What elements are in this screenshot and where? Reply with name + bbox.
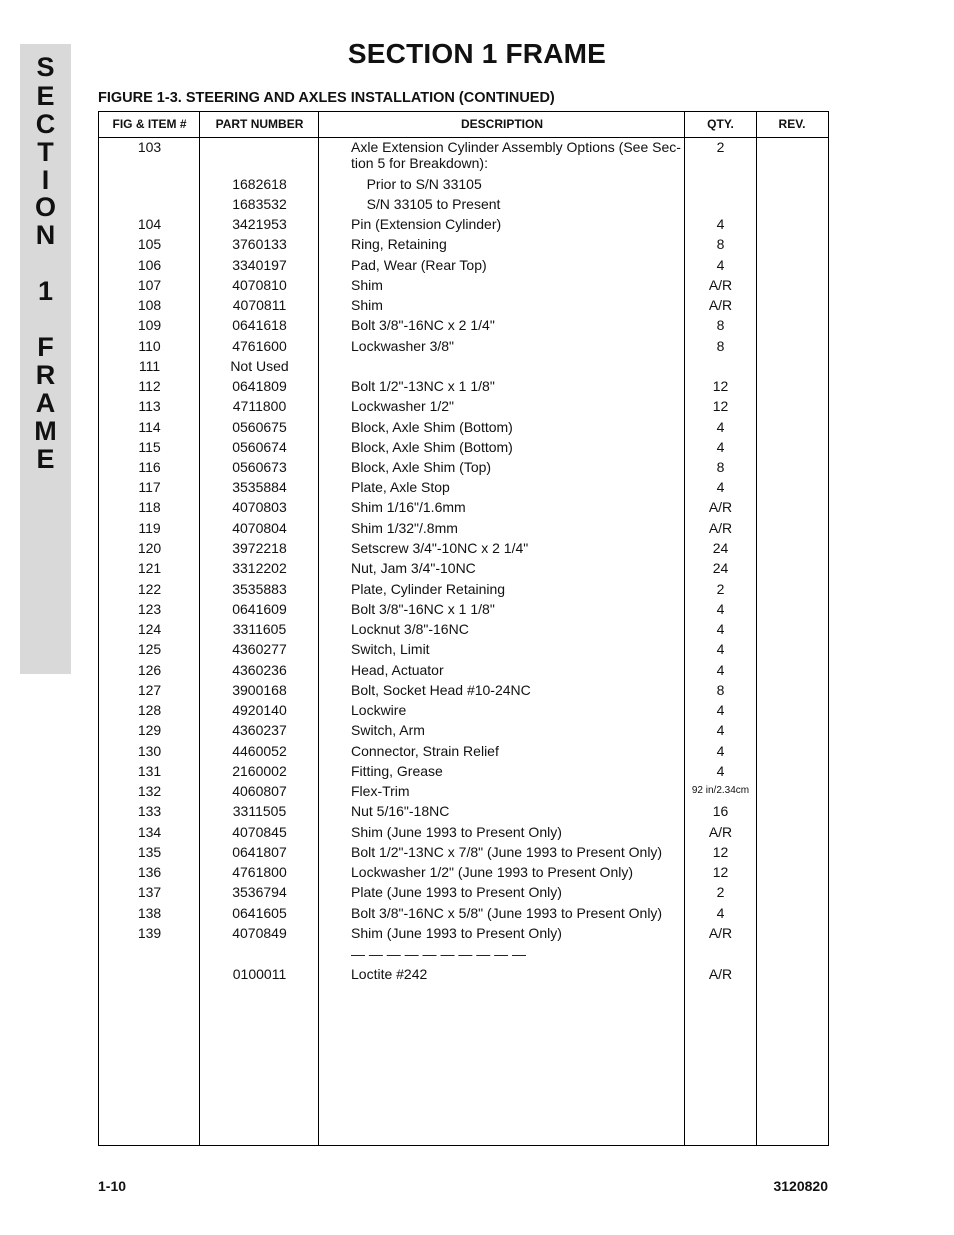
description: Block, Axle Shim (Top) (351, 459, 492, 475)
quantity: A/R (708, 824, 733, 840)
description: Fitting, Grease (351, 763, 443, 779)
part-number: 3311505 (232, 803, 287, 819)
side-tab-letter: M (34, 416, 57, 446)
description: Shim (351, 277, 383, 293)
side-tab-letter: R (35, 360, 56, 390)
page-title: SECTION 1 FRAME (347, 38, 607, 69)
side-tab-letter: T (37, 137, 54, 167)
item-number: 116 (138, 459, 161, 475)
item-number: 115 (138, 439, 161, 455)
description: Bolt 3/8"-16NC x 5/8" (June 1993 to Present Only) (351, 905, 663, 921)
part-number: Not Used (230, 358, 289, 374)
quantity: A/R (708, 277, 733, 293)
item-number: 114 (138, 419, 161, 435)
quantity: 4 (716, 722, 725, 738)
description: Locknut 3/8"-16NC (351, 621, 469, 637)
quantity: 4 (716, 763, 725, 779)
part-number: 4360237 (232, 722, 287, 738)
part-number: 3312202 (232, 560, 287, 576)
description: Ring, Retaining (351, 236, 447, 252)
quantity: 16 (712, 803, 729, 819)
quantity: 8 (716, 338, 725, 354)
description: Pin (Extension Cylinder) (351, 216, 502, 232)
item-number: 106 (137, 257, 162, 273)
item-number: 121 (137, 560, 162, 576)
part-number: 4711800 (232, 398, 287, 414)
item-number: 128 (137, 702, 162, 718)
quantity: 8 (716, 682, 725, 698)
side-tab-letter: F (37, 332, 54, 362)
description: Nut 5/16"-18NC (351, 803, 450, 819)
item-number: 136 (137, 864, 162, 880)
side-tab-letter: 1 (37, 276, 54, 306)
side-tab-letter: E (36, 81, 55, 111)
part-number: 4920140 (232, 702, 287, 718)
part-number: 4460052 (232, 743, 287, 759)
description: Block, Axle Shim (Bottom) (351, 419, 513, 435)
quantity: A/R (708, 966, 733, 982)
item-number: 134 (137, 824, 162, 840)
side-tab-letter: C (35, 109, 56, 139)
side-tab-letter: S (36, 52, 55, 82)
part-number: 3536794 (232, 884, 287, 900)
part-number: 1683532 (232, 196, 287, 212)
description: Plate (June 1993 to Present Only) (351, 884, 562, 900)
part-number: 4070804 (232, 520, 287, 536)
description: S/N 33105 to Present (351, 196, 501, 212)
part-number: 3760133 (232, 236, 287, 252)
description: Bolt 1/2"-13NC x 1 1/8" (351, 378, 495, 394)
description: Lockwasher 1/2" (351, 398, 455, 414)
part-number: 4360236 (232, 662, 287, 678)
quantity: 4 (716, 641, 725, 657)
item-number: 113 (138, 398, 161, 414)
part-number: 4070845 (232, 824, 287, 840)
item-number: 120 (137, 540, 162, 556)
item-number: 135 (137, 844, 162, 860)
item-number: 126 (137, 662, 162, 678)
quantity: A/R (708, 520, 733, 536)
item-number: 111 (138, 358, 161, 374)
item-number: 138 (137, 905, 162, 921)
part-number: 4070811 (232, 297, 287, 313)
description: Switch, Arm (351, 722, 425, 738)
item-number: 124 (137, 621, 162, 637)
quantity: 4 (716, 905, 725, 921)
description: Bolt, Socket Head #10-24NC (351, 682, 531, 698)
item-number: 137 (137, 884, 162, 900)
document-number: 3120820 (773, 1178, 828, 1194)
quantity: 12 (712, 844, 729, 860)
part-number: 4360277 (232, 641, 287, 657)
quantity: 4 (716, 702, 725, 718)
description: Pad, Wear (Rear Top) (351, 257, 487, 273)
column-divider (756, 112, 757, 1145)
description: Nut, Jam 3/4"-10NC (351, 560, 476, 576)
table-header (99, 112, 828, 138)
quantity: 4 (716, 662, 725, 678)
quantity: 4 (716, 439, 725, 455)
description: Bolt 3/8"-16NC x 1 1/8" (351, 601, 495, 617)
quantity: 24 (712, 540, 729, 556)
part-number: 3311605 (232, 621, 287, 637)
description: Bolt 1/2"-13NC x 7/8" (June 1993 to Present Only) (351, 844, 663, 860)
header-part-number: PART NUMBER (215, 117, 304, 131)
item-number: 103 (137, 139, 162, 155)
item-number: 105 (137, 236, 162, 252)
page-number: 1-10 (98, 1178, 127, 1194)
figure-caption: FIGURE 1-3. STEERING AND AXLES INSTALLATION (CONTINUED) (98, 90, 555, 106)
item-number: 104 (137, 216, 162, 232)
description: Shim (351, 297, 383, 313)
description: Loctite #242 (351, 966, 428, 982)
quantity: 4 (716, 257, 725, 273)
parts-table (98, 111, 829, 1146)
quantity: 12 (712, 398, 729, 414)
item-number: 109 (137, 317, 162, 333)
description: — — — — — — — — — — (351, 946, 527, 962)
quantity: A/R (708, 499, 733, 515)
part-number: 2160002 (232, 763, 287, 779)
section-side-tab (20, 44, 71, 674)
part-number: 4060807 (232, 783, 287, 799)
quantity: 8 (716, 236, 725, 252)
part-number: 0560673 (232, 459, 287, 475)
part-number: 0641609 (232, 601, 287, 617)
quantity: 4 (716, 601, 725, 617)
quantity: 4 (716, 621, 725, 637)
description: Lockwasher 3/8" (351, 338, 455, 354)
item-number: 108 (137, 297, 162, 313)
item-number: 123 (137, 601, 162, 617)
item-number: 118 (138, 499, 161, 515)
description: Head, Actuator (351, 662, 444, 678)
description: Plate, Cylinder Retaining (351, 581, 506, 597)
part-number: 4070803 (232, 499, 287, 515)
header-qty: QTY. (707, 117, 734, 131)
description: Flex-Trim (351, 783, 410, 799)
part-number: 3972218 (232, 540, 287, 556)
part-number: 0560675 (232, 419, 287, 435)
description: Lockwire (351, 702, 407, 718)
part-number: 1682618 (232, 176, 287, 192)
quantity: 4 (716, 419, 725, 435)
description: Plate, Axle Stop (351, 479, 450, 495)
description: Connector, Strain Relief (351, 743, 499, 759)
quantity: 4 (716, 216, 725, 232)
part-number: 4070849 (232, 925, 287, 941)
part-number: 0641809 (232, 378, 287, 394)
header-item: FIG & ITEM # (112, 117, 187, 131)
quantity: 4 (716, 743, 725, 759)
part-number: 3535883 (232, 581, 287, 597)
part-number: 0641618 (232, 317, 287, 333)
description: Setscrew 3/4"-10NC x 2 1/4" (351, 540, 529, 556)
quantity: 2 (716, 139, 725, 155)
description: Switch, Limit (351, 641, 430, 657)
side-tab-letter: O (34, 192, 56, 222)
quantity: 2 (716, 884, 725, 900)
description: Shim 1/16"/1.6mm (351, 499, 466, 515)
quantity: A/R (708, 925, 733, 941)
part-number: 3421953 (232, 216, 287, 232)
item-number: 110 (138, 338, 161, 354)
quantity: 24 (712, 560, 729, 576)
item-number: 117 (138, 479, 161, 495)
part-number: 3535884 (232, 479, 287, 495)
description: Shim (June 1993 to Present Only) (351, 925, 562, 941)
item-number: 133 (137, 803, 162, 819)
quantity: 92 in/2.34cm (691, 785, 750, 796)
item-number: 139 (137, 925, 162, 941)
quantity: 8 (716, 317, 725, 333)
part-number: 4070810 (232, 277, 287, 293)
description: Axle Extension Cylinder Assembly Options (See Sec- tion 5 for Breakdown): (351, 139, 681, 171)
description: Shim 1/32"/.8mm (351, 520, 458, 536)
item-number: 122 (137, 581, 162, 597)
part-number: 0100011 (232, 966, 287, 982)
description: Shim (June 1993 to Present Only) (351, 824, 562, 840)
item-number: 125 (137, 641, 162, 657)
item-number: 131 (137, 763, 162, 779)
part-number: 0560674 (232, 439, 287, 455)
side-tab-letter: E (36, 444, 55, 474)
part-number: 0641807 (232, 844, 287, 860)
item-number: 112 (138, 378, 161, 394)
quantity: 2 (716, 581, 725, 597)
quantity: 12 (712, 378, 729, 394)
quantity: 8 (716, 459, 725, 475)
part-number: 4761800 (232, 864, 287, 880)
item-number: 129 (137, 722, 162, 738)
quantity: 12 (712, 864, 729, 880)
side-tab-letter: I (41, 165, 50, 195)
description: Prior to S/N 33105 (351, 176, 482, 192)
description: Bolt 3/8"-16NC x 2 1/4" (351, 317, 495, 333)
item-number: 132 (137, 783, 162, 799)
part-number: 3900168 (232, 682, 287, 698)
part-number: 4761600 (232, 338, 287, 354)
item-number: 127 (137, 682, 162, 698)
header-description: DESCRIPTION (460, 117, 543, 131)
side-tab-letter: N (35, 220, 56, 250)
header-rev: REV. (778, 117, 806, 131)
description: Block, Axle Shim (Bottom) (351, 439, 513, 455)
description: Lockwasher 1/2" (June 1993 to Present Only) (351, 864, 634, 880)
part-number: 3340197 (232, 257, 287, 273)
item-number: 130 (137, 743, 162, 759)
item-number: 107 (137, 277, 162, 293)
side-tab-letter: A (35, 388, 56, 418)
quantity: 4 (716, 479, 725, 495)
item-number: 119 (138, 520, 161, 536)
quantity: A/R (708, 297, 733, 313)
part-number: 0641605 (232, 905, 287, 921)
